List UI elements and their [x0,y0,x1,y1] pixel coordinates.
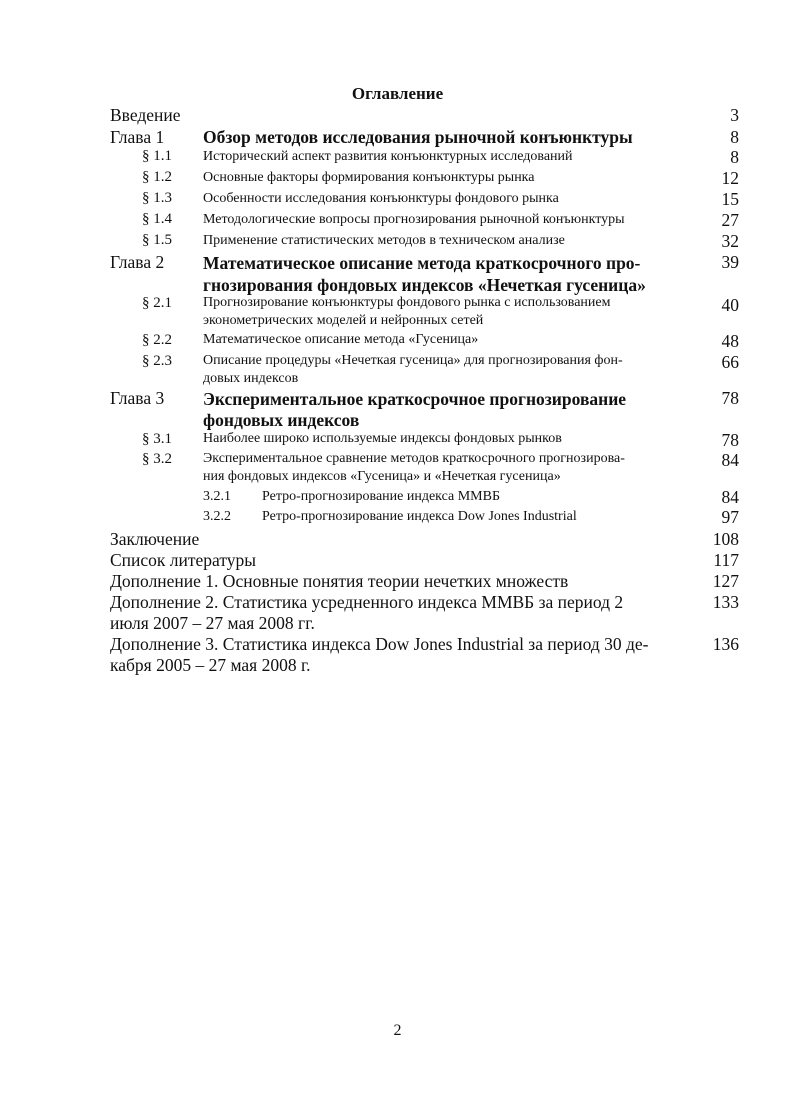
toc-title: Оглавление [351,84,444,103]
section-1-2-title: Основные факторы формирования конъюнктуры рынка [203,170,535,185]
section-1-1-title: Исторический аспект развития конъюнктурных исследований [203,149,573,164]
subsection-3-2-1-num: 3.2.1 [203,489,231,504]
subsection-3-2-2-title: Ретро-прогнозирование индекса Dow Jones Industrial [262,509,577,524]
appendix-2-line-2: июля 2007 – 27 мая 2008 гг. [110,613,315,633]
chapter-1-title: Обзор методов исследования рыночной конъюнктуры [203,127,633,147]
section-1-5-num: § 1.5 [142,232,172,248]
section-2-1-num: § 2.1 [142,295,172,311]
conclusion-label: Заключение [110,529,200,549]
references-label: Список литературы [110,550,257,570]
appendix-3-page: 136 [712,634,739,654]
subsection-3-2-1-page: 84 [721,487,739,507]
section-2-3-page: 66 [721,352,739,372]
section-2-1-title-line-2: эконометрических моделей и нейронных сетей [203,313,484,328]
section-1-5-title: Применение статистических методов в техническом анализе [203,233,565,248]
intro-page: 3 [730,105,739,125]
appendix-2-line-1: Дополнение 2. Статистика усредненного индекса ММВБ за период 2 [110,592,624,612]
section-1-4-title: Методологические вопросы прогнозирования рыночной конъюнктуры [203,212,625,227]
section-1-4-num: § 1.4 [142,211,172,227]
section-2-3-title-line-1: Описание процедуры «Нечеткая гусеница» для прогнозирования фон- [203,353,623,368]
chapter-1-page: 8 [730,127,739,147]
section-1-1-page: 8 [730,147,739,167]
appendix-1-page: 127 [712,571,739,591]
section-3-2-title-line-2: ния фондовых индексов «Гусеница» и «Нечеткая гусеница» [203,469,561,484]
chapter-3-title-line-1: Экспериментальное краткосрочное прогнозирование [203,389,627,409]
section-3-2-title-line-1: Экспериментальное сравнение методов краткосрочного прогнозирова- [203,451,625,466]
section-3-2-num: § 3.2 [142,451,172,467]
chapter-3-title-line-2: фондовых индексов [203,410,360,430]
subsection-3-2-2-page: 97 [721,507,739,527]
section-2-1-title-line-1: Прогнозирование конъюнктуры фондового рынка с использованием [203,295,611,310]
section-1-3-num: § 1.3 [142,190,172,206]
section-3-1-num: § 3.1 [142,431,172,447]
appendix-1-label: Дополнение 1. Основные понятия теории нечетких множеств [110,571,569,591]
section-3-2-page: 84 [721,450,739,470]
appendix-3-line-2: кабря 2005 – 27 мая 2008 г. [110,655,311,675]
section-1-3-title: Особенности исследования конъюнктуры фондового рынка [203,191,559,206]
subsection-3-2-2-num: 3.2.2 [203,509,231,524]
chapter-2-label: Глава 2 [110,252,165,272]
chapter-2-page: 39 [721,252,739,272]
section-2-2-num: § 2.2 [142,332,172,348]
chapter-3-page: 78 [721,388,739,408]
appendix-3-line-1: Дополнение 3. Статистика индекса Dow Jones Industrial за период 30 де- [110,634,649,654]
page-number: 2 [393,1022,402,1039]
section-1-5-page: 32 [721,231,739,251]
chapter-3-label: Глава 3 [110,388,165,408]
section-1-1-num: § 1.1 [142,148,172,164]
conclusion-page: 108 [712,529,739,549]
section-2-3-num: § 2.3 [142,353,172,369]
chapter-2-title-line-2: гнозирования фондовых индексов «Нечеткая гусеница» [203,275,646,295]
chapter-1-label: Глава 1 [110,127,165,147]
section-1-3-page: 15 [721,189,739,209]
chapter-2-title-line-1: Математическое описание метода краткосрочного про- [203,253,641,273]
section-3-1-title: Наиболее широко используемые индексы фондовых рынков [203,431,562,446]
subsection-3-2-1-title: Ретро-прогнозирование индекса ММВБ [262,489,500,504]
section-2-2-title: Математическое описание метода «Гусеница» [203,332,479,347]
intro-label: Введение [110,105,181,125]
references-page: 117 [713,550,739,570]
section-2-1-page: 40 [721,295,739,315]
section-1-2-num: § 1.2 [142,169,172,185]
section-1-2-page: 12 [721,168,739,188]
section-2-2-page: 48 [721,331,739,351]
section-1-4-page: 27 [721,210,739,230]
section-2-3-title-line-2: довых индексов [203,371,299,386]
section-3-1-page: 78 [721,430,739,450]
appendix-2-page: 133 [712,592,739,612]
